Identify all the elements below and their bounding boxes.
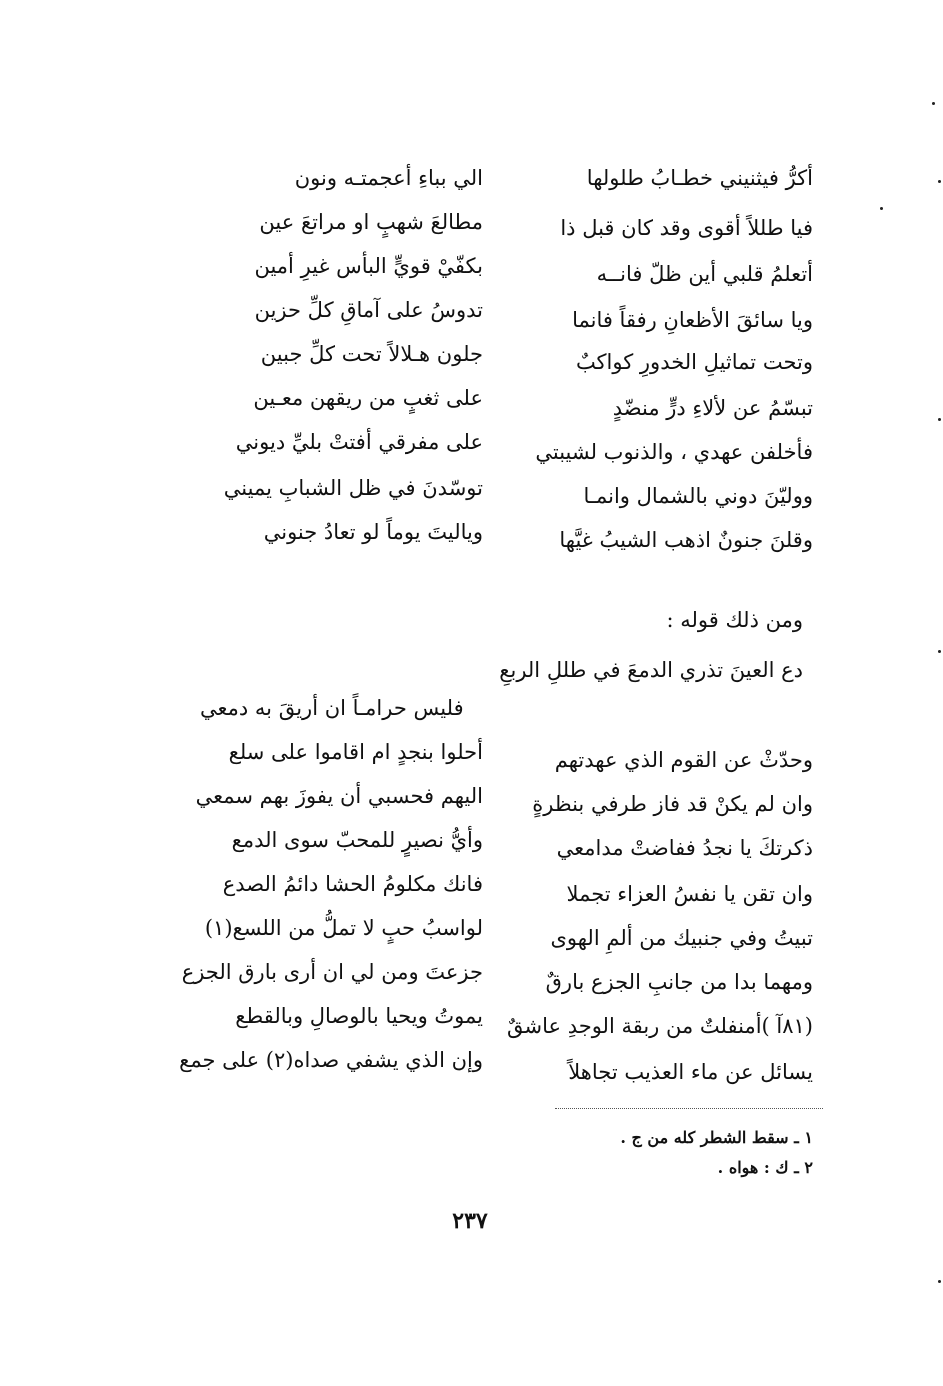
poem1-right-line: فأخلفن عهدي ، والذنوب لشيبتي (535, 440, 813, 464)
poem1-left-line: بكفّيْ قويٍّ البأس غيرِ أمين (254, 254, 483, 278)
poem1-left-line: جلون هـلالاً تحت كلِّ جبين (260, 342, 483, 366)
poem2-right-line: يسائل عن ماء العذيب تجاهلاً (568, 1060, 813, 1084)
footnote-separator (555, 1108, 823, 1109)
poem2-right-line: وان لم يكنْ قد فاز طرفي بنظرةٍ (532, 792, 813, 816)
footnote: ٢ ـ ك : هواه . (717, 1158, 813, 1177)
poem2-left-line: اليهم فحسبي أن يفوزَ بهم سمعي (195, 784, 483, 808)
poem2-right-line: (٨١آ )أمنفلتٌ من ربقة الوجدِ عاشقٌ (506, 1014, 813, 1038)
poem1-right-line: أكرُّ فيثنيني خطـابُ طلولها (586, 166, 813, 190)
poem1-right-line: ووليّنَ دوني بالشمال وانمـا (583, 484, 813, 508)
scan-mark (938, 418, 941, 421)
poem1-left-line: تدوسُ على آماقِ كلِّ حزين (254, 298, 483, 322)
scan-mark (932, 102, 935, 105)
poem1-right-line: وقلنَ جنونٌ اذهب الشيبُ غيَّها (559, 528, 813, 552)
poem1-right-line: ويا سائقَ الأظعانِ رفقاً فانما (572, 308, 813, 332)
poem1-right-line: فيا طللاً أقوى وقد كان قبل ذا (560, 216, 813, 240)
scan-mark (938, 1280, 941, 1283)
page-number: ٢٣٧ (452, 1208, 488, 1234)
poem1-left-line: الي بباءِ أعجمتـه ونون (294, 166, 483, 190)
poem2-left-line: جزعتَ ومن لي ان أرى بارق الجزع (181, 960, 483, 984)
poem1-right-line: وتحت تماثيلِ الخدورِ كواكبٌ (575, 350, 813, 374)
poem1-left-line: مطالعَ شهبٍ او مراتعَ عين (259, 210, 483, 234)
footnote: ١ ـ سقط الشطر كله من ج . (620, 1128, 813, 1147)
poem2-right-line: تبيتُ وفي جنبيك من ألمِ الهوى (550, 926, 813, 950)
poem2-left-line: أحلوا بنجدٍ ام اقاموا على سلع (228, 740, 483, 764)
scan-mark (938, 650, 941, 653)
poem1-right-line: تبسّمُ عن لألاءِ درٍّ منضّدٍ (612, 396, 813, 420)
poem1-left-line: على ثغبٍ من ريقهن معـين (253, 386, 483, 410)
poem2-opening-line-2: فليس حرامـاً ان أريقَ به دمعي (200, 696, 464, 720)
poem2-right-line: ذكرتكَ يا نجدُ ففاضتْ مدامعي (556, 836, 813, 860)
poem2-left-line: وأيُّ نصيرٍ للمحبّ سوى الدمع (231, 828, 483, 852)
poem2-right-line: وان تقن يا نفسُ العزاء تجملا (566, 882, 813, 906)
poem2-right-line: ومهما بدا من جانبِ الجزع بارقٌ (545, 970, 813, 994)
scan-mark (938, 180, 941, 183)
section-intro: ومن ذلك قوله : (666, 608, 803, 632)
poem1-left-line: وياليتَ يوماً لو تعادُ جنوني (263, 520, 483, 544)
poem1-left-line: توسّدنَ في ظل الشبابِ يميني (223, 476, 483, 500)
poem2-opening-line: دع العينَ تذري الدمعَ في طللِ الربعِ (499, 658, 803, 682)
poem1-left-line: على مفرقي أفتتْ بليِّ ديوني (235, 430, 483, 454)
poem2-right-line: وحدّثْ عن القوم الذي عهدتهم (554, 748, 813, 772)
poem2-left-line: يموتُ ويحيا بالوصالِ وبالقطع (235, 1004, 483, 1028)
scan-mark (880, 207, 883, 210)
poem1-right-line: أتعلمُ قلبي أين ظلّ فانــه (596, 262, 813, 286)
poem2-left-line: لواسبُ حبٍ لا تملُّ من اللسع(١) (204, 916, 483, 940)
poem2-left-line: فانك مكلومُ الحشا دائمُ الصدع (222, 872, 483, 896)
poem2-left-line: وإن الذي يشفي صداه(٢) على جمع (179, 1048, 483, 1072)
